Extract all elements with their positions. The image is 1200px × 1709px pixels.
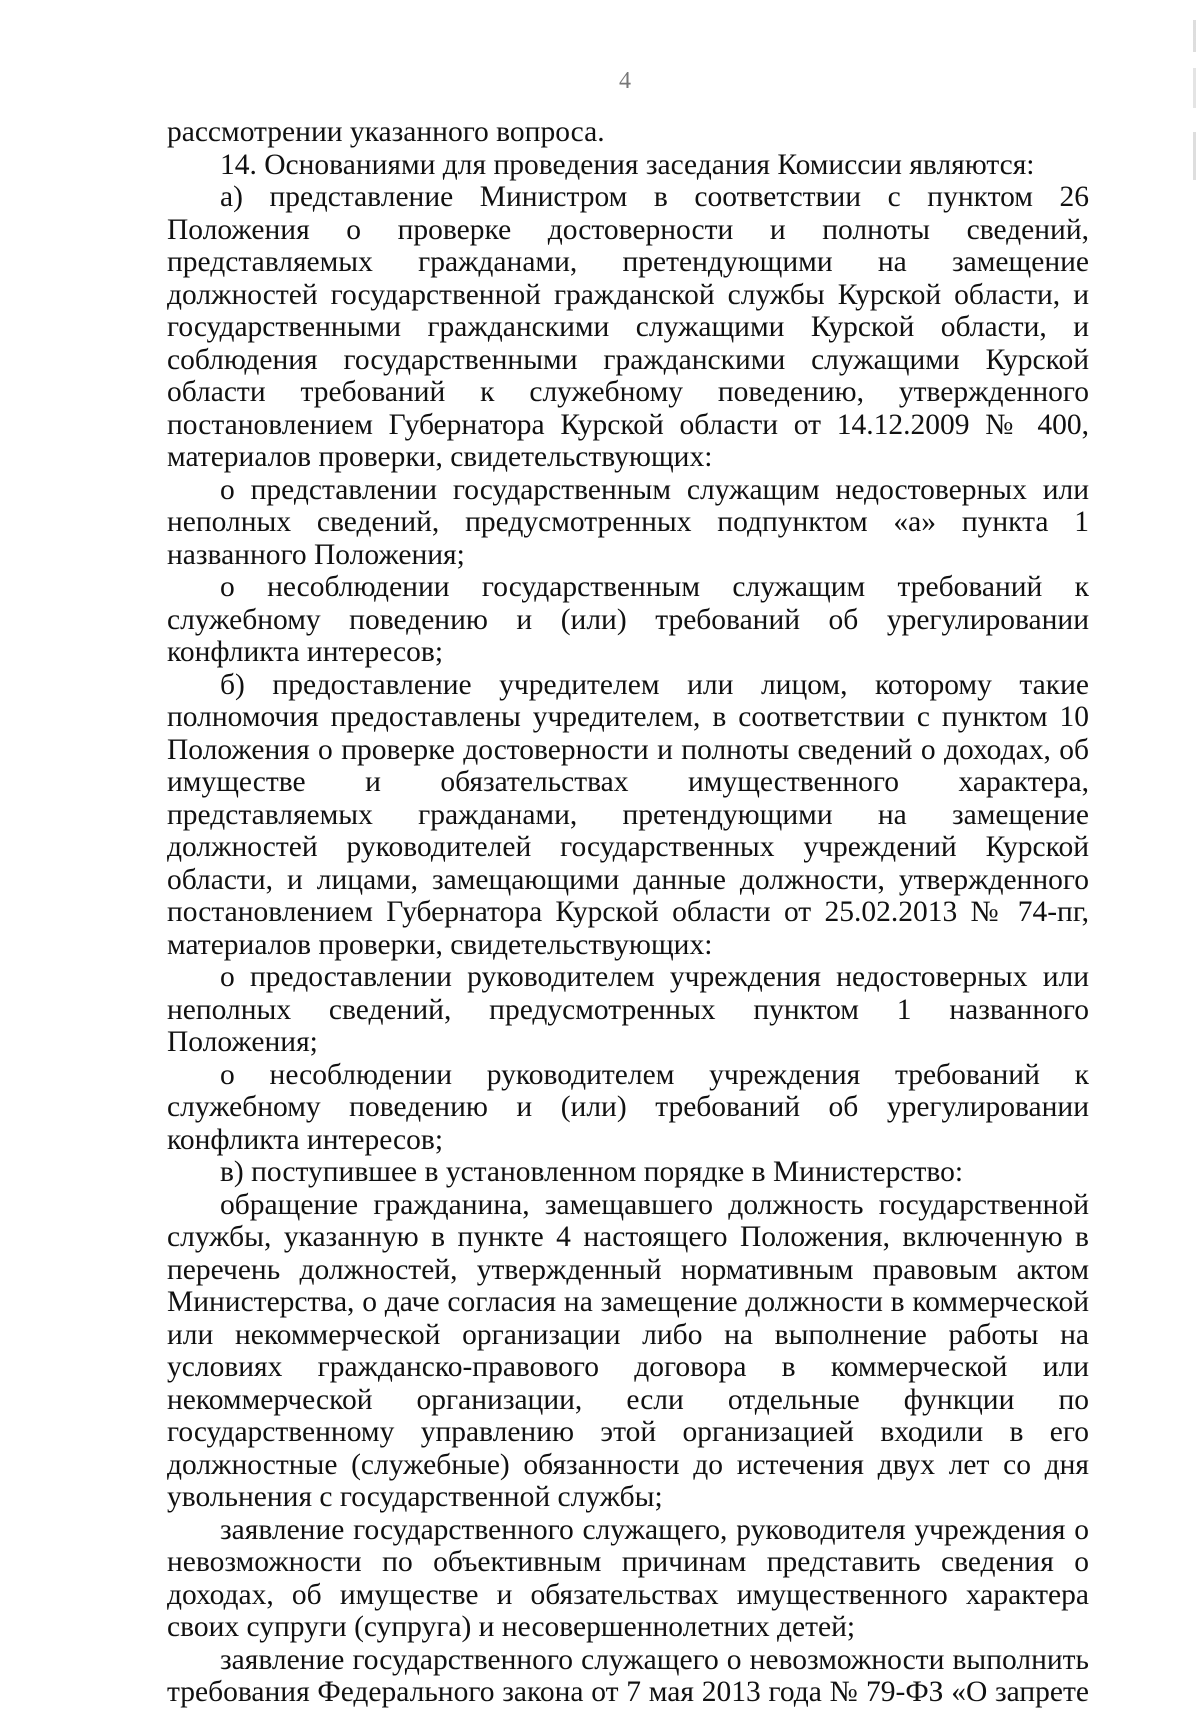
paragraph-continuation: рассмотрении указанного вопроса.	[167, 116, 605, 148]
paragraph-a-point-2: о несоблюдении государственным служащим требований к служебному поведению и (или) требований об урегулировании конфликта интересов;	[167, 571, 1089, 668]
paragraph-subitem-v: в) поступившее в установленном порядке в Министерство:	[220, 1156, 964, 1188]
document-body	[167, 116, 1089, 1709]
paragraph-a-point-1: о представлении государственным служащим недостоверных или неполных сведений, предусмотренных подпунктом «а» пункта 1 названного Положения;	[167, 473, 1089, 571]
scan-edge-marks	[1193, 20, 1196, 180]
page-number: 4	[619, 68, 631, 94]
paragraph-v-appeal: обращение гражданина, замещавшего должность государственной службы, указанную в пункте 4 настоящего Положения, включенную в перечень должностей, утвержденный нормативным правовым актом Министерства, о даче согласия на замещение должности в коммерческой или некоммерческой организации либо на выполнение работы на условиях гражданско-правового договора в коммерческой или некоммерческой организации, если отдельные функции по государственному управлению этой организацией входили в его должностные (служебные) обязанности до истечения двух лет со дня увольнения с государственной службы;	[167, 1188, 1089, 1513]
paragraph-subitem-b: б) предоставление учредителем или лицом, которому такие полномочия предоставлены учредителем, в соответствии с пунктом 10 Положения о проверке достоверности и полноты сведений о доходах, об имуществе и обязательствах имущественного характера, представляемых гражданами, претендующими на замещение должностей руководителей государственных учреждений Курской области, и лицами, замещающими данные должности, утвержденного постановлением Губернатора Курской области от 25.02.2013 № 74-пг, материалов проверки, свидетельствующих:	[167, 668, 1089, 961]
paragraph-b-point-2: о несоблюдении руководителем учреждения требований к служебному поведению и (или) требований об урегулировании конфликта интересов;	[167, 1058, 1089, 1156]
paragraph-b-point-1: о предоставлении руководителем учреждения недостоверных или неполных сведений, предусмотренных пунктом 1 названного Положения;	[167, 961, 1089, 1058]
paragraph-subitem-a: а) представление Министром в соответствии с пунктом 26 Положения о проверке достоверности и полноты сведений, представляемых гражданами, претендующими на замещение должностей государственной гражданской службы Курской области, и государственными гражданскими служащими Курской области, и соблюдения государственными гражданскими служащими Курской области требований к служебному поведению, утвержденного постановлением Губернатора Курской области от 14.12.2009 № 400, материалов проверки, свидетельствующих:	[167, 181, 1089, 473]
paragraph-v-statement-1: заявление государственного служащего, руководителя учреждения о невозможности по объективным причинам представить сведения о доходах, об имуществе и обязательствах имущественного характера своих супруги (супруга) и несовершеннолетних детей;	[167, 1513, 1089, 1643]
paragraph-v-statement-2: заявление государственного служащего о невозможности выполнить требования Федерального закона от 7 мая 2013 года № 79-ФЗ «О запрете	[167, 1643, 1089, 1708]
paragraph-item-14: 14. Основаниями для проведения заседания Комиссии являются:	[220, 148, 1035, 181]
